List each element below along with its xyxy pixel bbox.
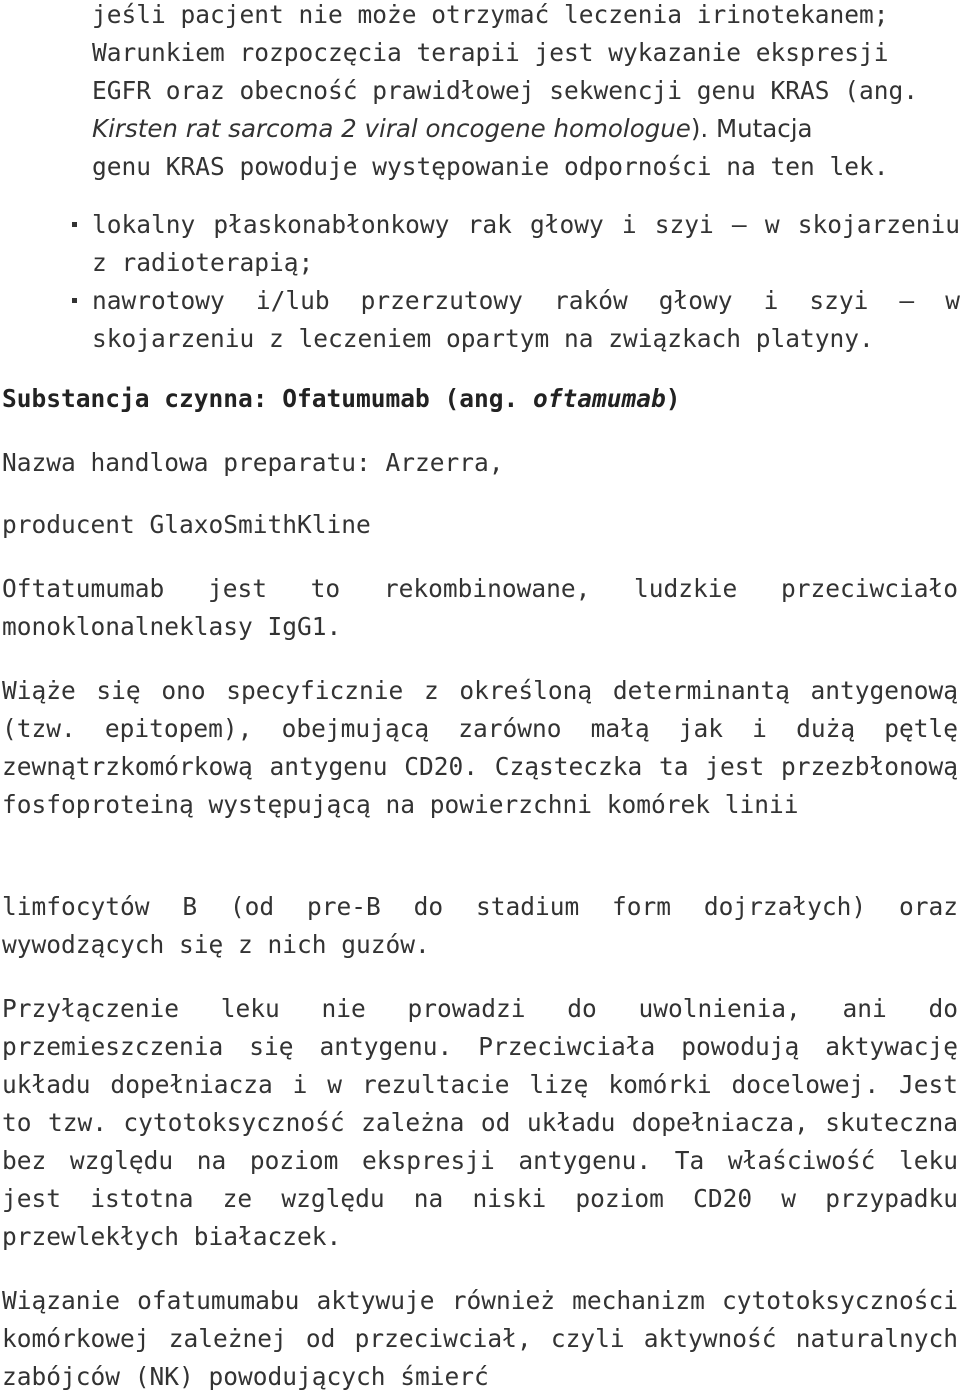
intro-line: jeśli pacjent nie może otrzymać leczenia irinotekanem; — [92, 0, 889, 29]
mechanism-paragraph: Przyłączenie leku nie prowadzi do uwolnienia, ani do przemieszczenia się antygenu. Przeciwciała powodują aktywację układu dopełniacza i w rezultacie lizę komórki docelowej. Jest to tzw. cytotoksyczność zależna od układu dopełniacza, skuteczna bez względu na poziom ekspresji antygenu. Ta właściwość leku jest istotna ze względu na niski poziom CD20 w przypadku przewlekłych białaczek. — [2, 994, 958, 1251]
list-item-text: lokalny płaskonabłonkowy rak głowy i szyi – w skojarzeniu z radioterapią; — [92, 210, 960, 277]
list-item — [0, 282, 960, 358]
trade-name-paragraph: Nazwa handlowa preparatu: Arzerra, — [2, 448, 504, 477]
bullet-icon — [72, 298, 77, 303]
kras-full-name: Kirsten rat sarcoma 2 viral oncogene homologue — [92, 114, 691, 143]
indication-list — [0, 206, 960, 358]
heading-italic: oftamumab — [533, 384, 666, 413]
producer-paragraph: producent GlaxoSmithKline — [2, 510, 371, 539]
intro-line — [92, 110, 960, 148]
section-heading — [2, 380, 960, 418]
list-item-text: nawrotowy i/lub przerzutowy raków głowy i szyi – w skojarzeniu z leczeniem opartym na związkach platyny. — [92, 286, 960, 353]
heading-suffix: ) — [665, 384, 681, 413]
list-item — [0, 206, 960, 282]
binding-paragraph: Wiąże się ono specyficznie z określoną determinantą antygenową (tzw. epitopem), obejmującą zarówno małą jak i dużą pętlę zewnątrzkomórkową antygenu CD20. Cząsteczka ta jest przezbłonową fosfoproteiną występującą na powierzchni komórek linii — [2, 676, 958, 819]
intro-line: EGFR oraz obecność prawidłowej sekwencji genu KRAS (ang. — [92, 76, 919, 105]
intro-continuation — [0, 0, 960, 186]
bullet-icon — [72, 222, 77, 227]
intro-line: Warunkiem rozpoczęcia terapii jest wykazanie ekspresji — [92, 38, 889, 67]
heading-prefix: Substancja czynna: Ofatumumab (ang. — [2, 384, 534, 413]
antibody-description-paragraph: Oftatumumab jest to rekombinowane, ludzkie przeciwciało monoklonalneklasy IgG1. — [2, 574, 958, 641]
intro-line: genu KRAS powoduje występowanie odporności na ten lek. — [92, 152, 889, 181]
intro-line-rest: ). Mutacja — [690, 114, 813, 143]
adcc-paragraph: Wiązanie ofatumumabu aktywuje również mechanizm cytotoksyczności komórkowej zależnej od przeciwciał, czyli aktywność naturalnych zabójców (NK) powodujących śmierć — [2, 1286, 958, 1391]
lymphocyte-paragraph: limfocytów B (od pre-B do stadium form dojrzałych) oraz wywodzących się z nich guzów. — [2, 892, 958, 959]
